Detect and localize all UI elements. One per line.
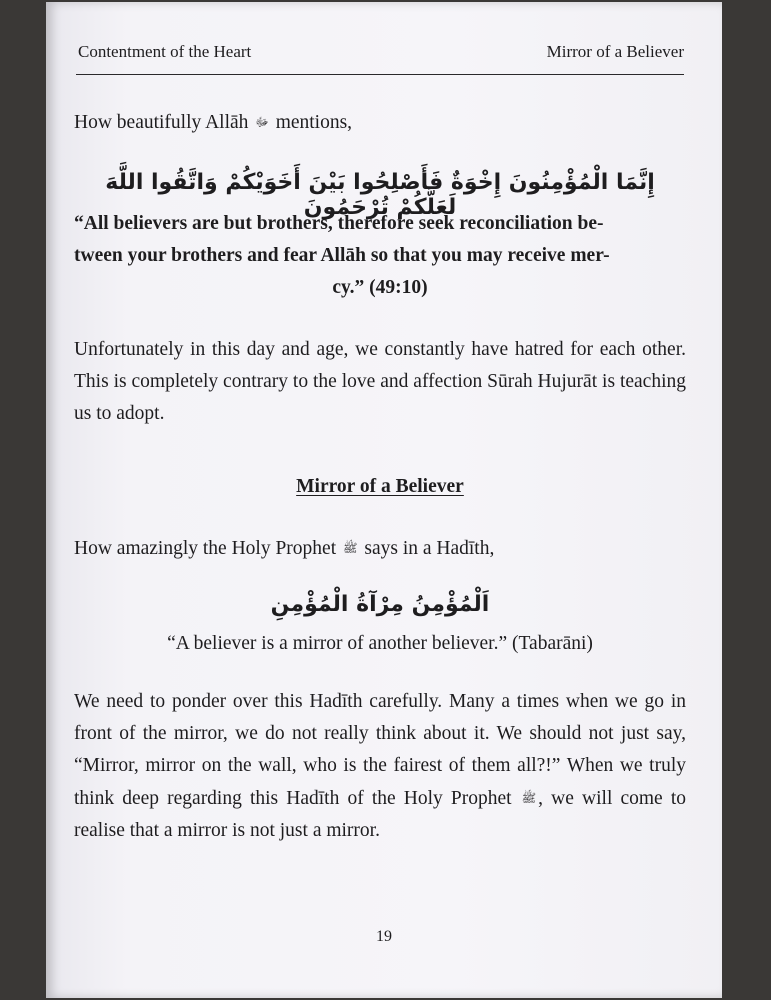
verse-translation — [74, 208, 686, 304]
hadith-translation: “A believer is a mirror of another believer.” (Tabarāni) — [167, 633, 593, 654]
chapter-title: Mirror of a Believer — [546, 42, 684, 61]
section-heading: Mirror of a Believer — [296, 476, 464, 497]
allah-honorific-icon: ﷻ — [255, 115, 269, 129]
paragraph-hatred: Unfortunately in this day and age, we constantly have hatred for each other. This is completely contrary to the love and affection Sūrah Hujurāt is teaching us to adopt. — [74, 339, 686, 424]
hadith-intro-paragraph — [74, 532, 686, 565]
paragraph-ponder — [74, 686, 686, 847]
prophet-honorific-icon: ﷺ — [521, 791, 537, 805]
hadith-intro-text: How amazingly the Holy Prophet — [74, 538, 337, 559]
prophet-honorific-icon: ﷺ — [343, 541, 358, 555]
book-page — [46, 2, 722, 998]
verse-translation-line-3: cy.” (49:10) — [332, 277, 428, 298]
ponder-text-end: , we will come to realise that a mirror is not just a mirror. — [74, 788, 686, 841]
hadith-intro-text-end: says in a Hadīth, — [364, 538, 495, 559]
intro-text: How beautifully Allāh — [74, 112, 249, 133]
header-rule — [76, 74, 684, 75]
hadith-arabic: اَلْمُؤْمِنُ مِرْآةُ الْمُؤْمِنِ — [270, 592, 490, 617]
intro-text-end: mentions, — [275, 112, 353, 133]
verse-translation-line-1: “All believers are but brothers, therefore seek reconciliation be- — [74, 213, 604, 234]
quran-verse-arabic: إِنَّمَا الْمُؤْمِنُونَ إِخْوَةٌ فَأَصْلِحُوا بَيْنَ أَخَوَيْكُمْ وَاتَّقُوا اللَّهَ لَعَلَّكُمْ تُرْحَمُونَ — [105, 170, 655, 220]
page-number: 19 — [376, 928, 392, 945]
book-title: Contentment of the Heart — [78, 42, 252, 61]
ponder-text: We need to ponder over this Hadīth carefully. Many a times when we go in front of the mirror, we do not really think about it. We should not just say, “Mirror, mirror on the wall, who is the fairest of them all?!” When we truly think deep regarding this Hadīth of the Holy Prophet — [74, 691, 686, 809]
intro-paragraph — [74, 106, 686, 139]
running-header — [78, 42, 684, 62]
verse-translation-line-2: tween your brothers and fear Allāh so that you may receive mer- — [74, 245, 610, 266]
